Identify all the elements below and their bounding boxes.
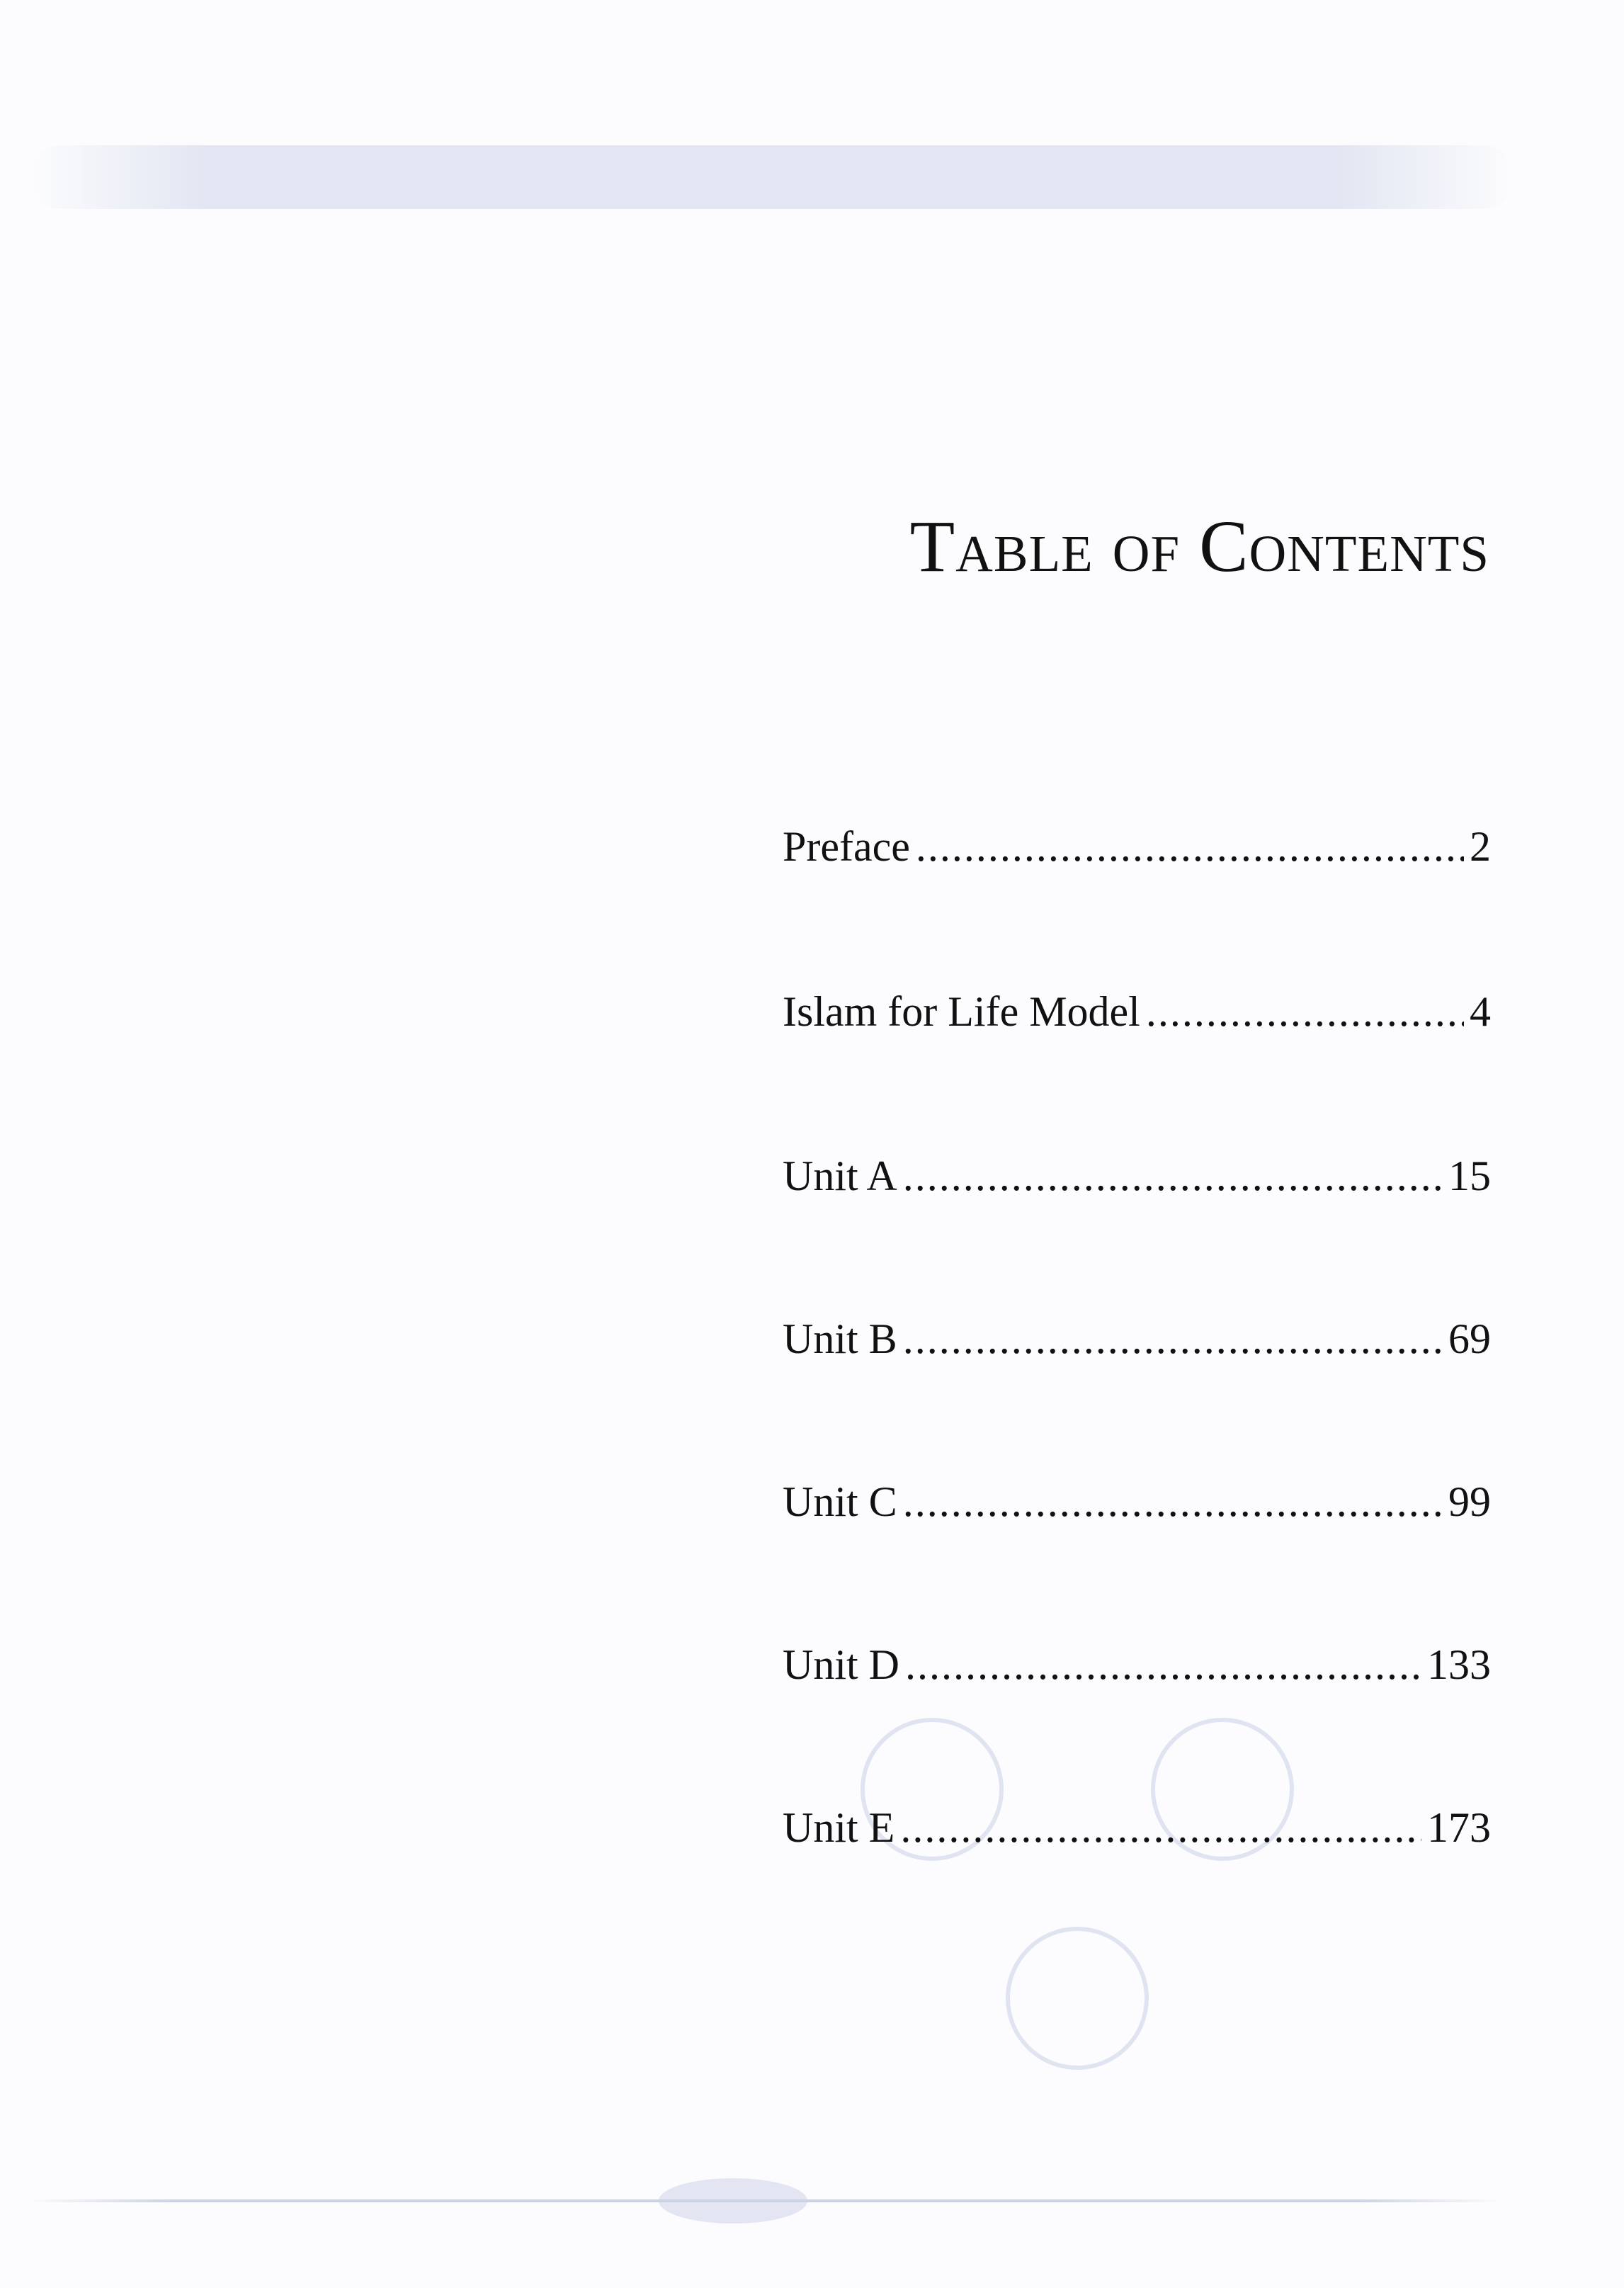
toc-entry-islam-for-life-model [783, 990, 1491, 1033]
leader-dots [903, 1155, 1443, 1197]
toc-entry-page: 173 [1427, 1804, 1491, 1851]
toc-entry-unit-d [783, 1643, 1491, 1686]
page-title: Table of Contents [909, 506, 1489, 587]
toc-entry-unit-c [783, 1480, 1491, 1523]
toc-entry-unit-e [783, 1806, 1491, 1849]
toc-entry-page: 15 [1448, 1153, 1491, 1199]
toc-entry-label: Unit C [783, 1478, 897, 1525]
leader-dots [900, 1806, 1421, 1849]
toc-entry-page: 99 [1448, 1478, 1491, 1525]
toc-entry-unit-b [783, 1315, 1491, 1362]
toc-entry-page: 69 [1448, 1315, 1491, 1362]
toc-entry-label: Preface [783, 823, 910, 870]
toc-entry-page: 133 [1427, 1641, 1491, 1688]
leader-dots [903, 1480, 1443, 1523]
leader-dots [916, 825, 1464, 868]
toc-entry-page: 2 [1470, 823, 1491, 870]
toc-entry-preface [783, 825, 1491, 868]
leader-dots [903, 1318, 1443, 1360]
toc-entry-unit-a [783, 1155, 1491, 1197]
bottom-decorative-oval [659, 2178, 807, 2224]
toc-entry-label: Unit D [783, 1641, 899, 1688]
toc-entry-label: Unit E [783, 1804, 895, 1851]
ghost-circle-bottom [1006, 1927, 1149, 2070]
top-decorative-banner [28, 145, 1516, 209]
toc-entry-page: 4 [1470, 988, 1491, 1035]
toc-entry-label: Unit A [783, 1153, 897, 1199]
leader-dots [905, 1643, 1421, 1686]
toc-entry-label: Unit B [783, 1315, 897, 1362]
leader-dots [1146, 990, 1464, 1033]
toc-entry-label: Islam for Life Model [783, 988, 1140, 1035]
